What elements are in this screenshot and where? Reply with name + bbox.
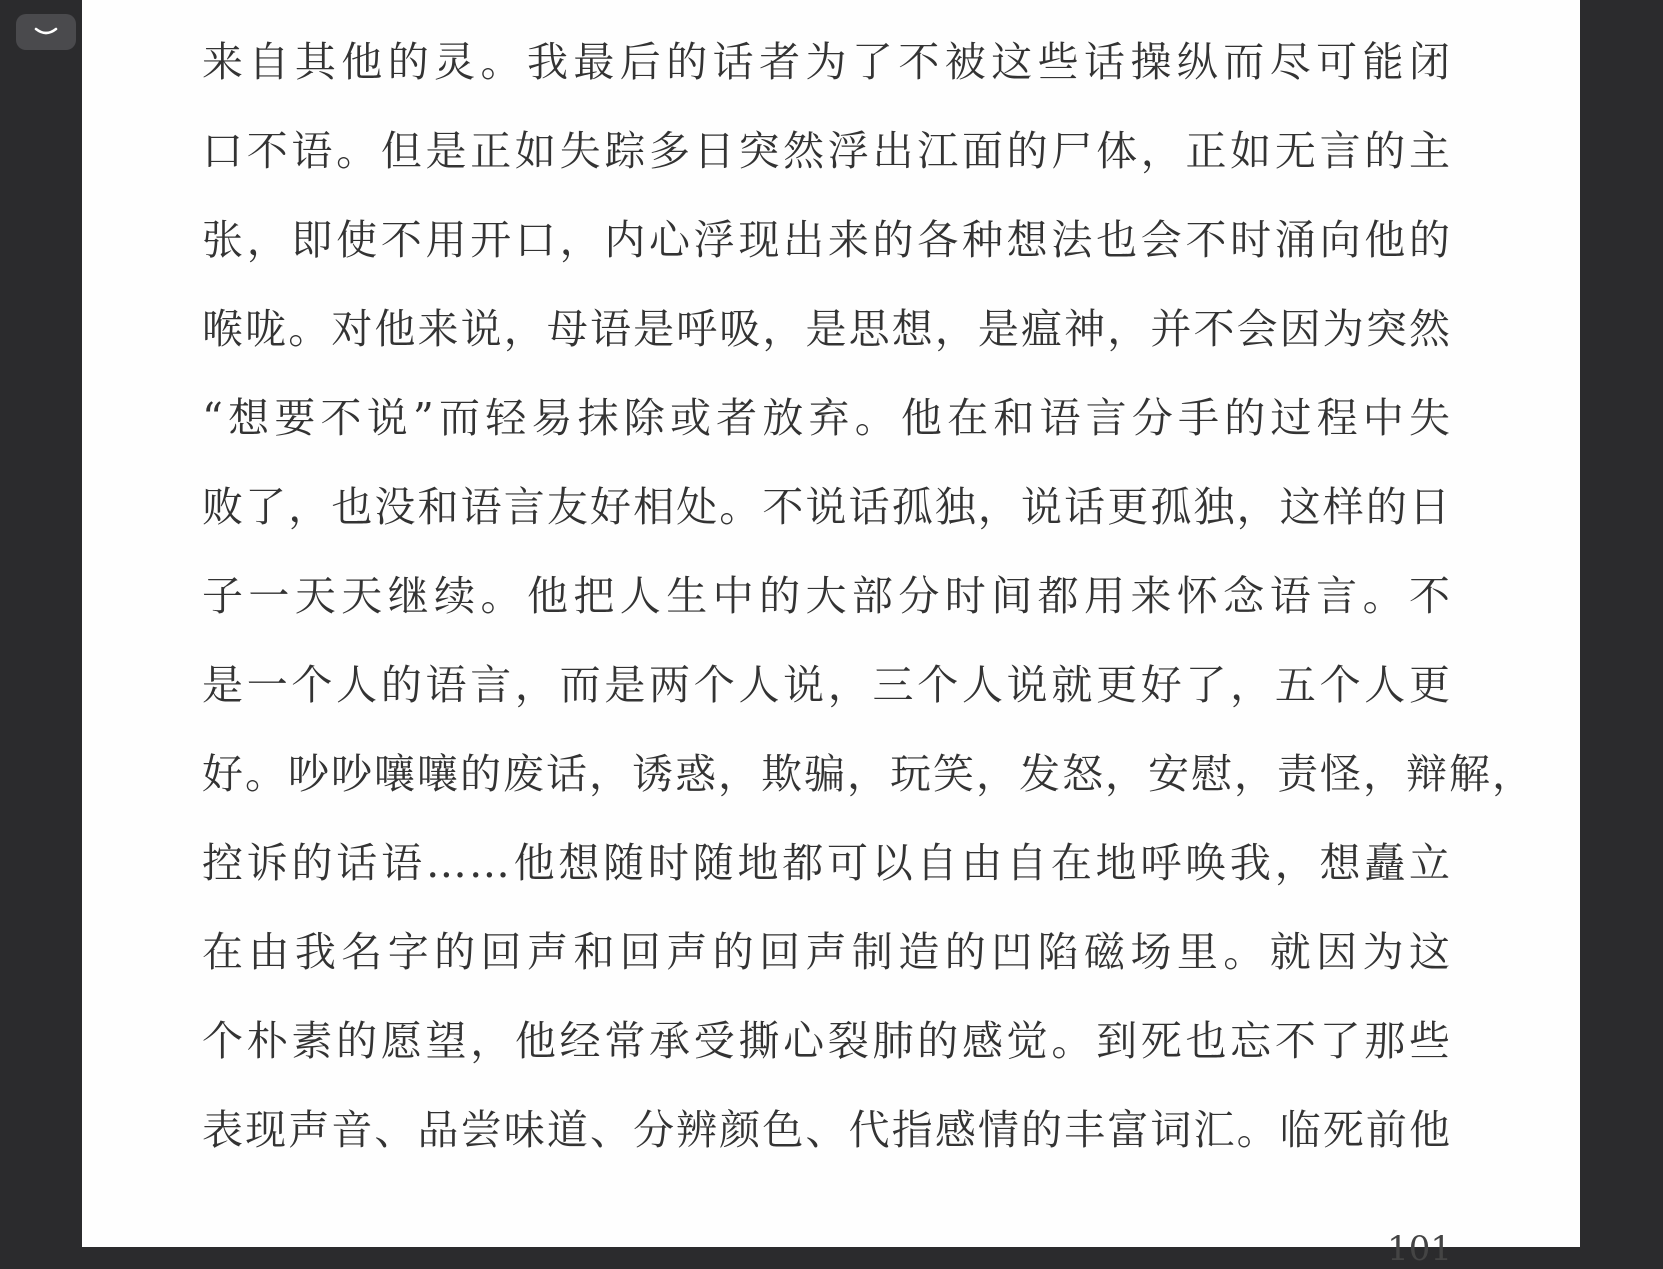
text-line: 是一个人的语言，而是两个人说，三个人说就更好了，五个人更	[202, 661, 1452, 709]
page-number: 101	[1387, 1229, 1452, 1269]
text-line: 控诉的话语……他想随时随地都可以自由自在地呼唤我，想矗立	[202, 839, 1452, 887]
text-line: 表现声音、品尝味道、分辨颜色、代指感情的丰富词汇。临死前他	[202, 1106, 1452, 1154]
page-text	[202, 18, 1535, 1175]
text-line: 喉咙。对他来说，母语是呼吸，是思想，是瘟神，并不会因为突然	[202, 305, 1452, 353]
book-page	[82, 0, 1580, 1269]
text-line: 败了，也没和语言友好相处。不说话孤独，说话更孤独，这样的日	[202, 483, 1452, 531]
text-line: 在由我名字的回声和回声的回声制造的凹陷磁场里。就因为这	[202, 928, 1452, 976]
collapse-button[interactable]	[16, 14, 76, 50]
text-line: 好。吵吵嚷嚷的废话，诱惑，欺骗，玩笑，发怒，安慰，责怪，辩解，	[202, 750, 1535, 798]
chevron-down-icon	[33, 26, 59, 38]
text-line: 口不语。但是正如失踪多日突然浮出江面的尸体，正如无言的主	[202, 127, 1452, 175]
text-line: “想要不说”而轻易抹除或者放弃。他在和语言分手的过程中失	[202, 394, 1452, 442]
text-line: 个朴素的愿望，他经常承受撕心裂肺的感觉。到死也忘不了那些	[202, 1017, 1452, 1065]
text-line: 来自其他的灵。我最后的话者为了不被这些话操纵而尽可能闭	[202, 38, 1452, 86]
text-line: 子一天天继续。他把人生中的大部分时间都用来怀念语言。不	[202, 572, 1452, 620]
text-line: 张，即使不用开口，内心浮现出来的各种想法也会不时涌向他的	[202, 216, 1452, 264]
